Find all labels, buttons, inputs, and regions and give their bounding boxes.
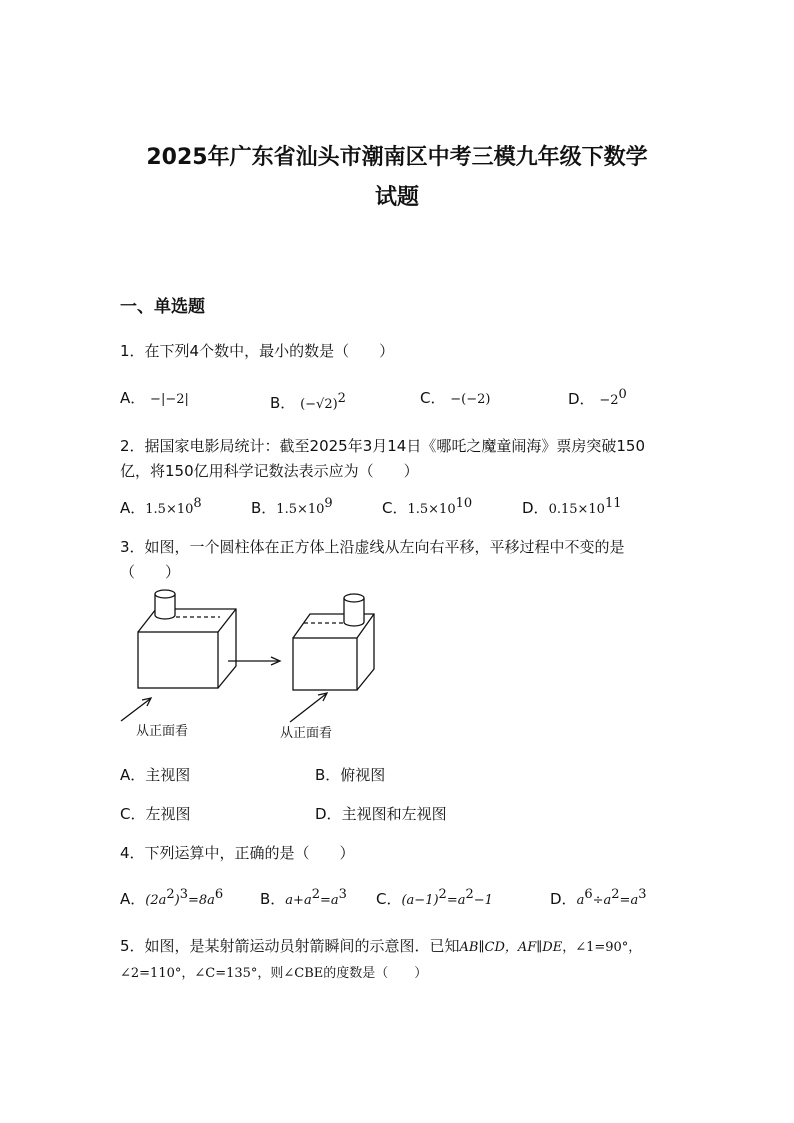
q1-option-a: A． −|−2| [120,389,189,407]
q2-option-b: B．$1.5\times 10^9$ [251,496,333,517]
question-3-stem [120,535,690,585]
q3-option-b: B．俯视图 [315,766,386,784]
question-2-stem [120,434,690,484]
q1-option-c: C． −(−2) [420,389,491,407]
question-2-options [120,496,680,522]
q2-option-a: A．$1.5\times 10^8$ [120,496,202,517]
q3-option-c: C．左视图 [120,805,191,823]
document-title [0,138,794,218]
cube-cylinder-diagram [118,582,408,747]
question-3-options-row-1 [120,764,680,790]
question-3-options-row-2 [120,803,680,829]
section-heading: 一、单选题 [120,297,205,317]
figure-label-right: 从正面看 [280,726,333,741]
q2-stem-line-2: 亿，将150亿用科学记数法表示应为（ ） [120,462,419,480]
q5-stem-line-1: 5．如图，是某射箭运动员射箭瞬间的示意图．已知AB∥CD，AF∥DE，∠1=90°， [120,937,642,955]
q4-option-b: B．$a+a^2=a^3$ [260,887,347,908]
q3-stem-line-1: 3．如图，一个圆柱体在正方体上沿虚线从左向右平移，平移过程中不变的是 [120,538,625,556]
title-line-1: 2025年广东省汕头市潮南区中考三模九年级下数学 [146,145,648,170]
q2-option-d: D．$0.15\times 10^{11}$ [522,496,622,517]
q1-option-d: D． $-2^0$ [568,387,627,408]
q2-stem-line-1: 2．据国家电影局统计：截至2025年3月14日《哪吒之魔童闹海》票房突破150 [120,437,645,455]
q4-option-a: A．$(2a^2)^3=8a^6$ [120,887,224,908]
figure-label-left: 从正面看 [136,724,189,739]
q1-option-b: B． $(-√2)^2$ [270,391,346,412]
question-4-stem: 4．下列运算中，正确的是（ ） [120,844,355,862]
q5-stem-line-2: ∠2=110°，∠C=135°，则∠CBE的度数是（ ） [120,966,428,981]
question-3-figure [118,582,408,751]
question-4-options [120,887,680,913]
title-line-2: 试题 [374,185,419,210]
q4-option-c: C．$(a-1)^2=a^2-1$ [376,887,493,908]
question-1-options [120,387,680,413]
q3-stem-line-2: （ ） [120,563,181,581]
question-5-stem [120,934,690,986]
q3-option-a: A．主视图 [120,766,191,784]
question-1-stem: 1．在下列4个数中，最小的数是（ ） [120,342,395,360]
q3-option-d: D．主视图和左视图 [315,805,447,823]
q4-option-d: D．$a^6\div a^2=a^3$ [550,887,647,908]
q2-option-c: C．$1.5\times 10^{10}$ [382,496,473,517]
